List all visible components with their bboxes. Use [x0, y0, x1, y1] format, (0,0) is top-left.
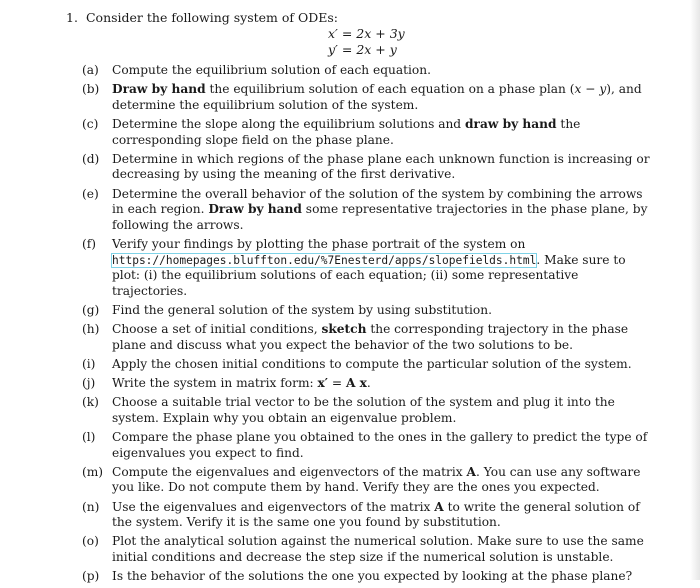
plain-text: Determine the slope along the equilibrium solutions and [112, 116, 465, 131]
plain-text: ), and determine the equilibrium solution of the system. [112, 82, 642, 112]
subquestion-label [78, 117, 110, 133]
subquestion-item [78, 500, 650, 531]
plain-text: the corresponding slope field on the phase plane. [112, 116, 581, 147]
subquestion-text [112, 82, 642, 112]
subquestion-list [78, 63, 650, 588]
subquestion-text [112, 303, 492, 317]
subquestion-item [78, 569, 650, 585]
subquestion-label-text: (j) [82, 376, 96, 391]
plain-text: Determine in which regions of the phase plane each unknown function is increasing or decreasing by using the meaning of the first derivative. [112, 151, 650, 182]
subquestion-label [78, 303, 110, 319]
subquestion-text [112, 500, 640, 530]
bold-text: A [434, 499, 444, 514]
subquestion-item [78, 534, 650, 565]
plain-text: Write the system in matrix form: [112, 376, 318, 391]
plain-text: . Make sure to plot: (i) the equilibrium solutions of each equation; (ii) some representative trajectories. [112, 252, 626, 298]
subquestion-text [112, 117, 580, 147]
subquestion-label [78, 500, 110, 516]
subquestion-text [112, 465, 640, 495]
plain-text: the equilibrium solution of each equation on a phase plan ( [205, 82, 575, 97]
subquestion-text [112, 569, 632, 583]
plain-text: the corresponding trajectory in the phase plane and discuss what you expect the behavior of the two solutions to be. [112, 322, 629, 352]
question-number: 1. [66, 10, 78, 25]
plain-text: Apply the chosen initial conditions to compute the particular solution of the system. [112, 356, 632, 371]
subquestion-label-text: (l) [82, 430, 96, 444]
slopefields-link[interactable]: https://homepages.bluffton.edu/%7Enesterd/apps/slopefields.html [112, 253, 537, 267]
subquestion-label-text: (g) [82, 302, 100, 317]
plain-text: some representative trajectories in the phase plane, by following the arrows. [112, 202, 648, 232]
plain-text: Use the eigenvalues and eigenvectors of the matrix [112, 499, 435, 514]
plain-text: Compute the equilibrium solution of each equation. [112, 63, 431, 77]
subquestion-text [112, 395, 615, 425]
subquestion-label [78, 376, 110, 392]
subquestion-text [112, 63, 431, 77]
math-text: x − y [574, 82, 607, 97]
subquestion-label [78, 395, 110, 411]
subquestion-item [78, 152, 650, 183]
subquestion-label [78, 357, 110, 373]
subquestion-label-text: (d) [82, 151, 100, 166]
plain-text: Compute the eigenvalues and eigenvectors of the matrix [112, 464, 467, 479]
plain-text: = [327, 376, 346, 391]
subquestion-label-text: (h) [82, 322, 100, 337]
subquestion-text [112, 357, 632, 371]
subquestion-item [78, 376, 650, 392]
subquestion-text [112, 534, 644, 564]
question-intro: Consider the following system of ODEs: [85, 10, 339, 25]
equation-1: x′ = 2x + 3y [328, 26, 405, 41]
bold-text: draw by hand [465, 116, 557, 131]
subquestion-label-text: (o) [82, 534, 99, 549]
subquestion-item [78, 465, 650, 496]
subquestion-item [78, 303, 650, 319]
plain-text: Plot the analytical solution against the numerical solution. Make sure to use the same initial conditions and decrease the step size if the numerical solution is unstable. [112, 534, 644, 564]
subquestion-item [78, 117, 650, 148]
subquestion-label-text: (e) [82, 186, 99, 201]
subquestion-label [78, 569, 110, 585]
subquestion-text [112, 187, 647, 232]
subquestion-label-text: (p) [82, 569, 100, 584]
bold-text: A [466, 464, 476, 479]
bold-text: sketch [321, 322, 367, 337]
subquestion-label [78, 465, 110, 481]
subquestion-item [78, 82, 650, 113]
subquestion-text [112, 322, 628, 352]
subquestion-label [78, 152, 110, 168]
subquestion-label [78, 63, 110, 79]
plain-text: Choose a set of initial conditions, [112, 322, 322, 337]
plain-text: to write the general solution of the system. Verify it is the same one you found by substitution. [112, 499, 640, 530]
ode-system [328, 26, 405, 58]
subquestion-item [78, 322, 650, 353]
subquestion-label-text: (k) [82, 395, 99, 410]
subquestion-item [78, 430, 650, 461]
bold-text: Draw by hand [208, 202, 302, 217]
plain-text: Is the behavior of the solutions the one you expected by looking at the phase plane? [112, 569, 633, 584]
subquestion-label-text: (a) [82, 63, 99, 77]
subquestion-label [78, 237, 110, 253]
subquestion-item [78, 357, 650, 373]
subquestion-label [78, 430, 110, 446]
bold-text: x′ [317, 376, 328, 391]
subquestion-label-text: (n) [82, 499, 100, 514]
subquestion-label [78, 82, 110, 98]
subquestion-text [112, 152, 650, 182]
plain-text: Verify your findings by plotting the phase portrait of the system on [112, 236, 526, 251]
subquestion-label [78, 322, 110, 338]
plain-text: Choose a suitable trial vector to be the solution of the system and plug it into the system. Explain why you obtain an eigenvalue problem. [112, 395, 615, 425]
plain-text: Find the general solution of the system by using substitution. [112, 302, 492, 317]
subquestion-label-text: (b) [82, 82, 100, 97]
bold-text: A x [345, 376, 367, 391]
equation-2: y′ = 2x + y [328, 42, 397, 57]
plain-text: Compare the phase plane you obtained to the ones in the gallery to predict the type of eigenvalues you expect to find. [112, 430, 648, 460]
subquestion-label-text: (i) [82, 356, 96, 371]
plain-text: . You can use any software you like. Do not compute them by hand. Verify they are the ones you expected. [112, 464, 641, 495]
subquestion-label [78, 534, 110, 550]
subquestion-label-text: (f) [82, 236, 97, 251]
plain-text: Determine the overall behavior of the solution of the system by combining the arrows in each region. [112, 186, 643, 217]
subquestion-item [78, 237, 650, 299]
subquestion-item [78, 187, 650, 234]
subquestion-text [112, 430, 647, 460]
subquestion-item [78, 63, 650, 79]
plain-text: . [366, 376, 371, 391]
page-edge-shadow [690, 0, 700, 580]
bold-text: Draw by hand [112, 82, 206, 97]
subquestion-label-text: (m) [82, 464, 104, 479]
subquestion-label [78, 187, 110, 203]
subquestion-label-text: (c) [82, 116, 99, 131]
subquestion-text [112, 237, 626, 298]
subquestion-item [78, 395, 650, 426]
subquestion-text [112, 376, 371, 390]
question-header [66, 10, 338, 26]
